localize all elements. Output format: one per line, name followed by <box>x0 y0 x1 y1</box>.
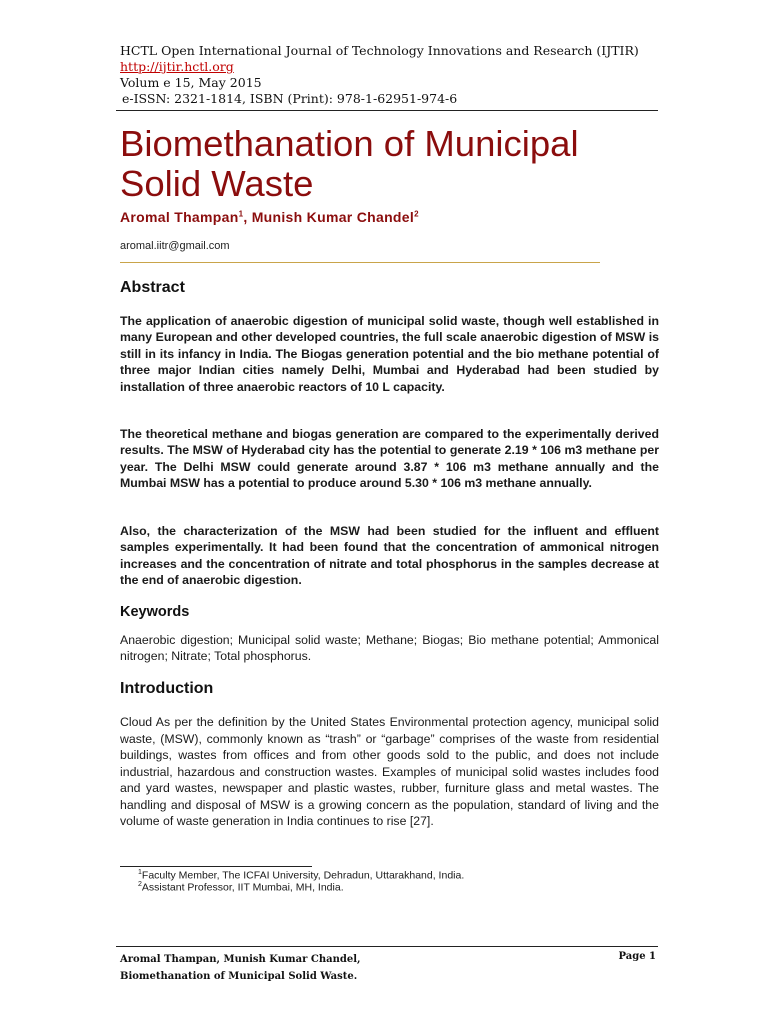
journal-name: HCTL Open International Journal of Technology Innovations and Research (IJTIR) <box>120 43 639 58</box>
author-1: Aromal Thampan <box>120 209 239 225</box>
footnote-divider <box>120 866 312 867</box>
author-list <box>120 209 419 225</box>
journal-url-link[interactable]: http://ijtir.hctl.org <box>120 59 234 74</box>
footer-title: Biomethanation of Municipal Solid Waste. <box>120 971 358 982</box>
keywords-heading: Keywords <box>120 604 190 620</box>
footnote-2-text: Assistant Professor, IIT Mumbai, MH, India. <box>141 881 344 894</box>
journal-issn: e-ISSN: 2321-1814, ISBN (Print): 978-1-62951-974-6 <box>122 91 458 106</box>
title-divider <box>120 262 600 263</box>
page-footer-citation <box>120 951 360 985</box>
author-email: aromal.iitr@gmail.com <box>120 240 230 252</box>
author-2: Munish Kumar Chandel <box>251 209 415 225</box>
journal-volume: Volum e 15, May 2015 <box>120 75 262 90</box>
journal-header <box>120 43 640 107</box>
abstract-paragraph-2: The theoretical methane and biogas generation are compared to the experimentally derived results. The MSW of Hyderabad city has the potential to generate 2.19 * 106 m3 methane per year. The Delhi MSW could generate around 3.87 * 106 m3 methane annually and the Mumbai MSW has a potential to produce around 5.30 * 106 m3 methane annually. <box>120 427 659 491</box>
footer-divider <box>116 946 658 947</box>
footer-authors: Aromal Thampan, Munish Kumar Chandel, <box>120 954 361 965</box>
footnote-1 <box>138 869 464 882</box>
introduction-text: Cloud As per the definition by the United States Environmental protection agency, municipal solid waste, (MSW), commonly known as “trash” or “garbage” comprises of the waste from residential buildings, wastes from offices and from other goods sold to the public, and does not include industrial, hazardous and construction wastes. Examples of municipal solid wastes includes food and yard wastes, newspaper and plastic wastes, rubber, furniture glass and metal wastes. The handling and disposal of MSW is a growing concern as the population, standard of living and the volume of waste generation in India continues to rise [27]. <box>120 715 659 828</box>
footnote-1-mark: 1 <box>138 869 142 876</box>
footnote-2-mark: 2 <box>138 881 142 888</box>
introduction-heading: Introduction <box>120 680 214 697</box>
author-separator: , <box>243 209 252 225</box>
author-2-affiliation-mark: 2 <box>414 209 419 219</box>
page-number: Page 1 <box>618 951 656 962</box>
abstract-heading: Abstract <box>120 279 185 296</box>
header-divider <box>116 110 658 111</box>
title-line-2: Solid Waste <box>120 163 314 204</box>
keywords-text: Anaerobic digestion; Municipal solid waste; Methane; Biogas; Bio methane potential; Ammonical nitrogen; Nitrate; Total phosphorus. <box>120 633 659 664</box>
abstract-paragraph-3: Also, the characterization of the MSW had been studied for the influent and effluent samples experimentally. It had been found that the concentration of ammonical nitrogen increases and the concentration of nitrate and total phosphorus in the samples decrease at the end of anaerobic digestion. <box>120 524 659 588</box>
abstract-paragraph-1: The application of anaerobic digestion of municipal solid waste, though well established in many European and other developed countries, the full scale anaerobic digestion of MSW is still in its infancy in India. The Biogas generation potential and the bio methane potential of three major Indian cities namely Delhi, Mumbai and Hyderabad had been studied by installation of three anaerobic reactors of 10 L capacity. <box>120 314 659 394</box>
paper-title <box>120 124 680 204</box>
author-1-affiliation-mark: 1 <box>238 209 244 219</box>
footnote-2 <box>138 881 344 894</box>
title-line-1: Biomethanation of Municipal <box>120 123 579 164</box>
footnote-1-text: Faculty Member, The ICFAI University, Dehradun, Uttarakhand, India. <box>141 869 465 882</box>
